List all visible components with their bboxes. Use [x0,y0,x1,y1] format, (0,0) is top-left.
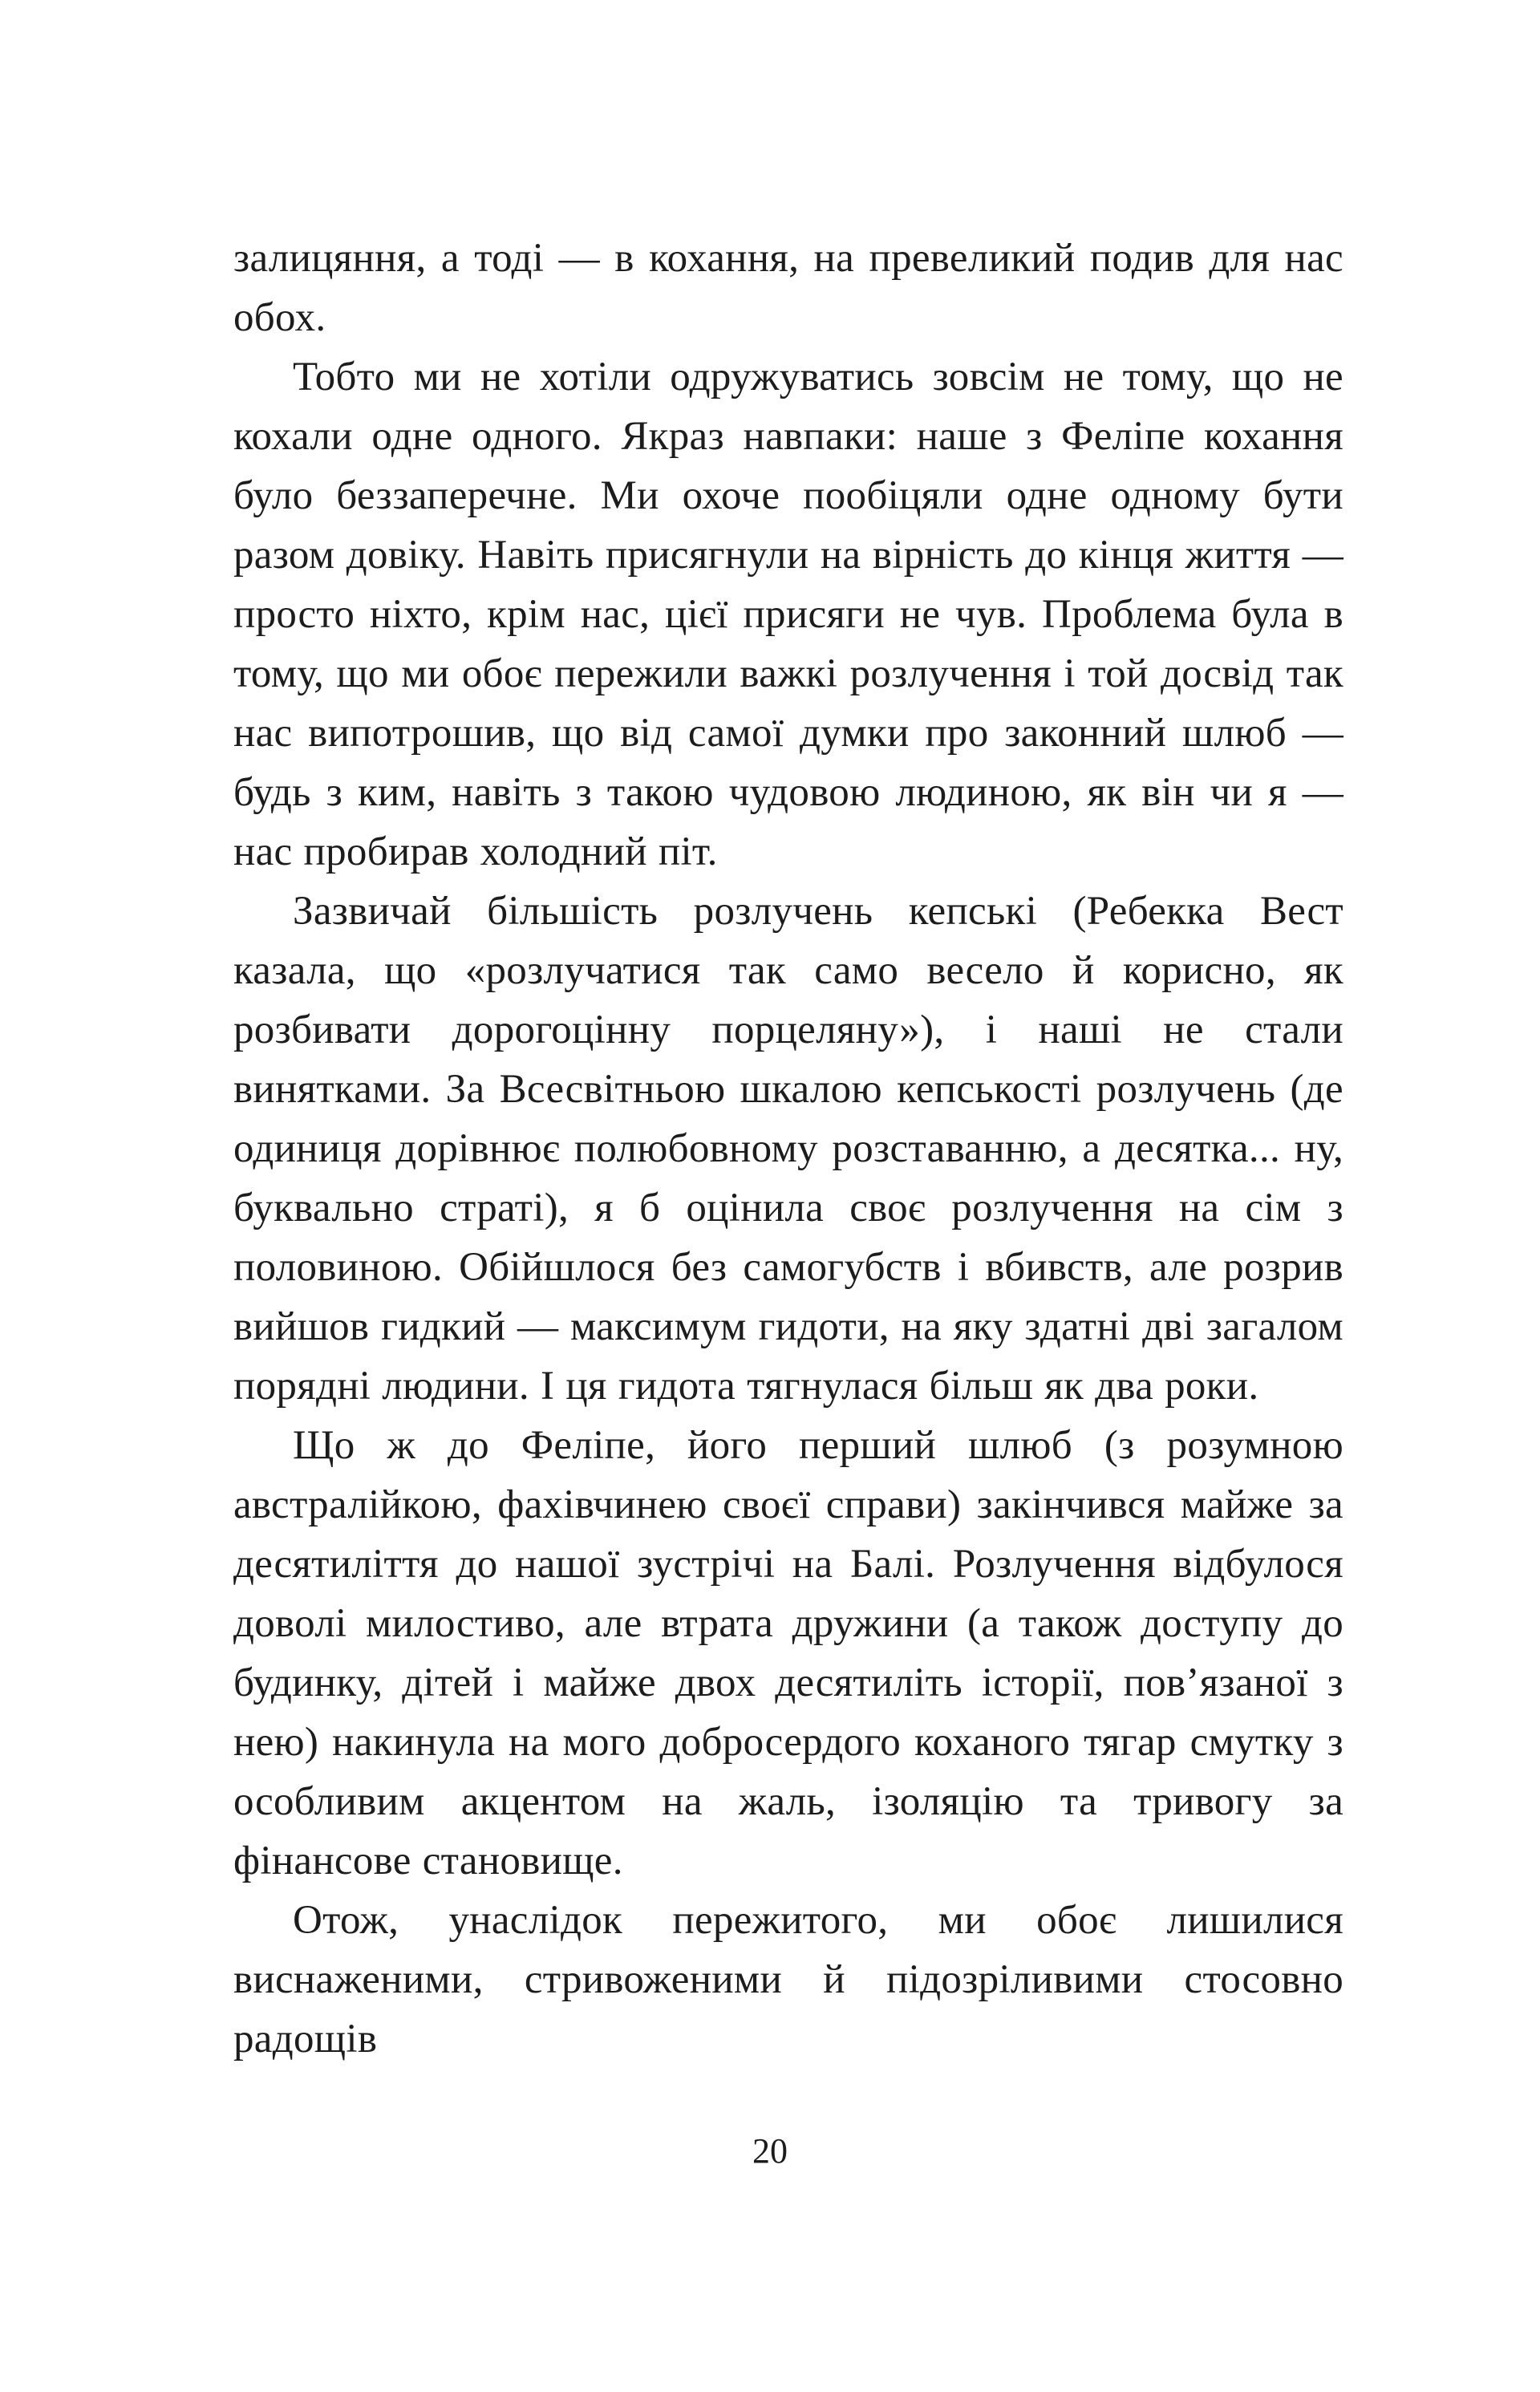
page-number: 20 [752,2131,788,2171]
paragraph: Отож, унаслідок пережитого, ми обоє лишилися виснаженими, стривоженими й підозріливими стосовно радощів [233,1898,1343,2062]
paragraph: Тобто ми не хотіли одружуватись зовсім не тому, що не кохали одне одного. Якраз навпаки: наше з Феліпе кохання було беззаперечне. Ми охоче пообіцяли одне одному бути разом довіку. Навіть присягнули на вірність до кінця життя — просто ніхто, крім нас, цієї присяги не чув. Проблема була в тому, що ми обоє пережили важкі розлучення і той досвід так нас випотрошив, що від самої думки про законний шлюб — будь з ким, навіть з такою чудовою людиною, як він чи я — нас пробирав холодний піт. [233,355,1343,874]
text-block [233,229,1343,2069]
paragraph-continuation: залицяння, а тоді — в кохання, на превеликий подив для нас обох. [233,236,1343,340]
paragraph: Що ж до Феліпе, його перший шлюб (з розумною австралійкою, фахівчинею своєї справи) закінчився майже за десятиліття до нашої зустрічі на Балі. Розлучення відбулося доволі милостиво, але втрата дружини (а також доступу до будинку, дітей і майже двох десятиліть історії, пов’язаної з нею) накинула на мого добросердого коханого тягар смутку з особливим акцентом на жаль, ізоляцію та тривогу за фінансове становище. [233,1423,1343,1883]
paragraph: Зазвичай більшість розлучень кепські (Ребекка Вест казала, що «розлучатися так само весело й корисно, як розбивати дорогоцінну порцеляну»), і наші не стали винятками. За Всесвітньою шкалою кепськості розлучень (де одиниця дорівнює полюбовному розставанню, а десятка... ну, буквально страті), я б оцінила своє розлучення на сім з половиною. Обійшлося без самогубств і вбивств, але розрив вийшов гидкий — максимум гидоти, на яку здатні дві загалом порядні людини. І ця гидота тягнулася більш як два роки. [233,889,1343,1409]
